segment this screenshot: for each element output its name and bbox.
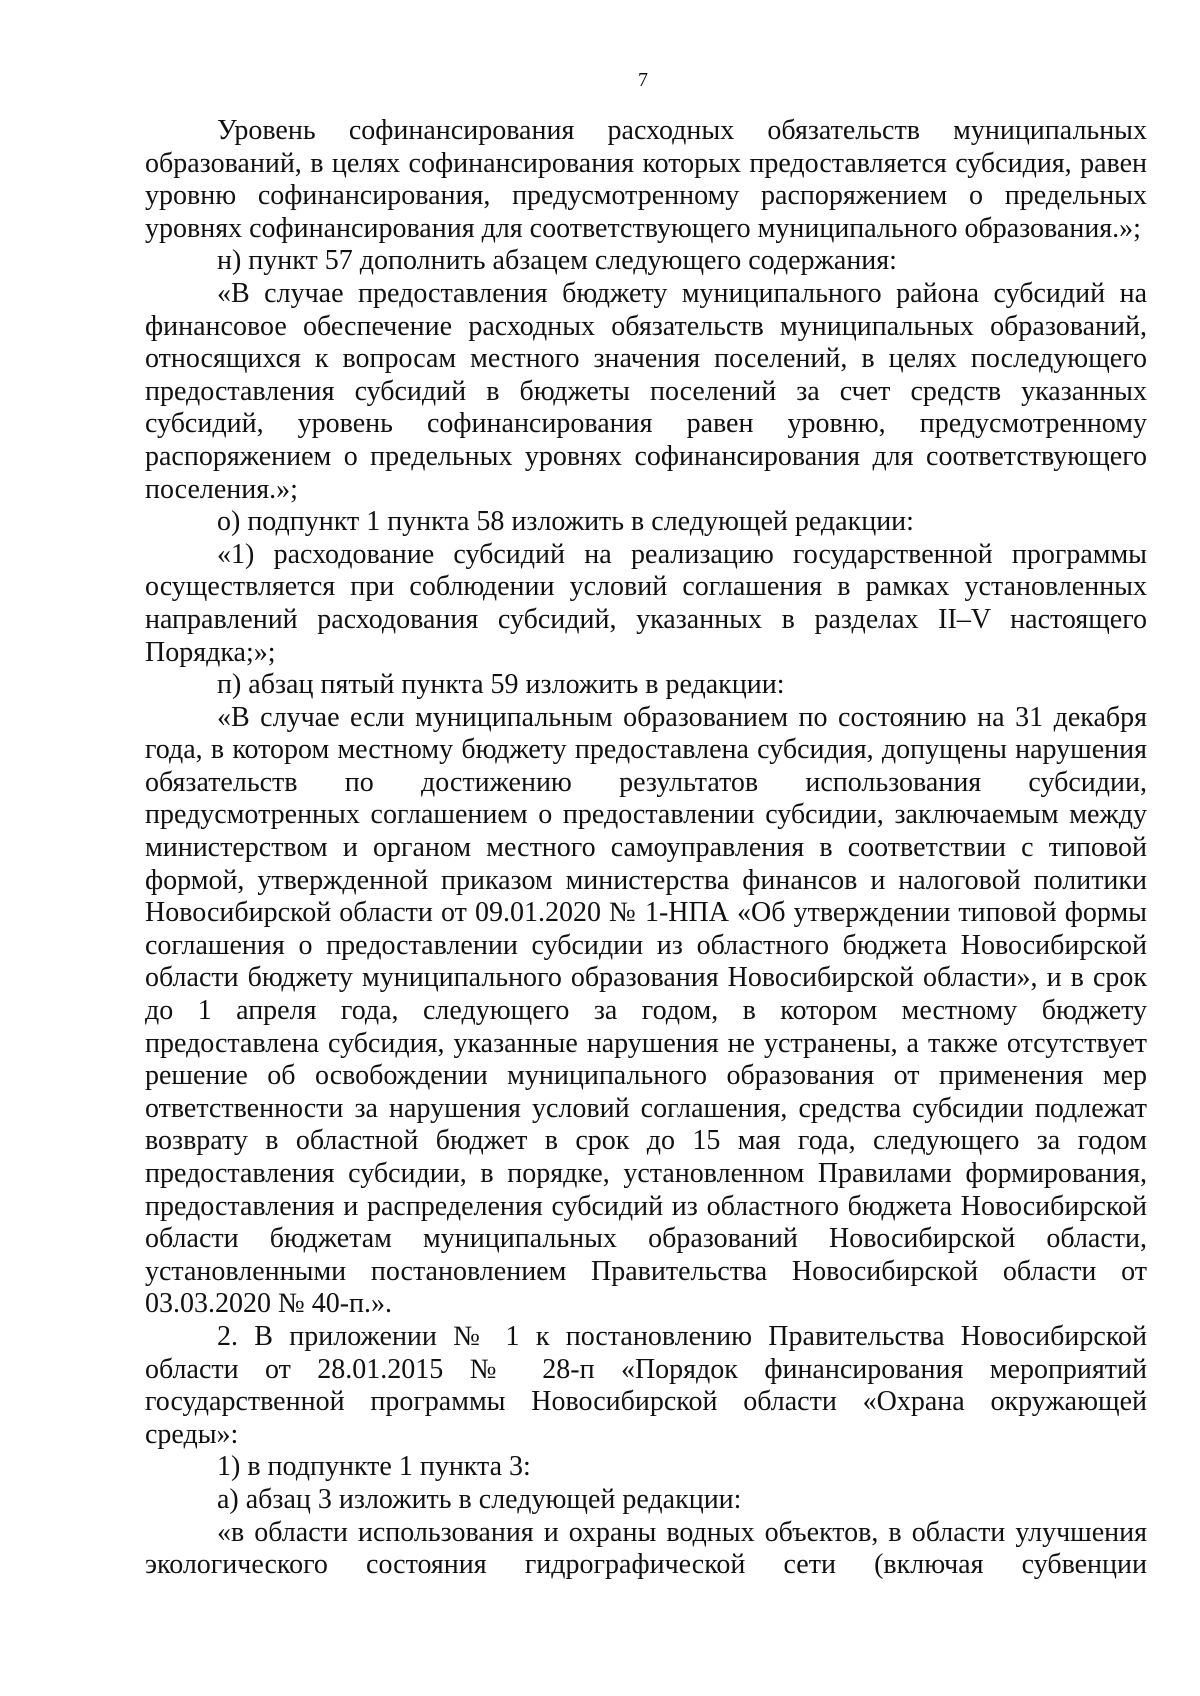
paragraph-district-subsidies: «В случае предоставления бюджету муниципального района субсидий на финансовое обеспечение расходных обязательств муниципальных образований, относящихся к вопросам местного значения поселений, в целях последующего предоставления субсидий в бюджеты поселений за счет средств указанных субсидий, уровень софинансирования равен уровню, предусмотренному распоряжением о предельных уровнях софинансирования для соответствующего поселения.»; xyxy=(145,277,1147,505)
paragraph-item-n: н) пункт 57 дополнить абзацем следующего содержания: xyxy=(217,245,897,277)
paragraph-subsidy-spending: «1) расходование субсидий на реализацию государственной программы осуществляется при соблюдении условий соглашения в рамках установленных направлений расходования субсидий, указанных в разделах II–V настоящего Порядка;»; xyxy=(145,538,1147,668)
paragraph-cofinancing-level: Уровень софинансирования расходных обязательств муниципальных образований, в целях софинансирования которых предоставляется субсидия, равен уровню софинансирования, предусмотренному распоряжением о предельных уровнях софинансирования для соответствующего муниципального образования.»; xyxy=(145,115,1147,244)
paragraph-item-p: п) абзац пятый пункта 59 изложить в редакции: xyxy=(217,669,785,701)
document-body xyxy=(145,115,1147,1582)
page-number: 7 xyxy=(638,69,648,91)
paragraph-water-objects: «в области использования и охраны водных объектов, в области улучшения экологического состояния гидрографической сети (включая субвенции xyxy=(145,1516,1147,1581)
paragraph-appendix-1: 2. В приложении № 1 к постановлению Правительства Новосибирской области от 28.01.2015 № 28-п «Порядок финансирования мероприятий государственной программы Новосибирской области «Охрана окружающей среды»: xyxy=(145,1320,1147,1450)
paragraph-subitem-1: 1) в подпункте 1 пункта 3: xyxy=(217,1451,531,1483)
paragraph-violation-refund: «В случае если муниципальным образованием по состоянию на 31 декабря года, в котором местному бюджету предоставлена субсидия, допущены нарушения обязательств по достижению результатов использования субсидии, предусмотренных соглашением о предоставлении субсидии, заключаемым между министерством и органом местного самоуправления в соответствии с типовой формой, утвержденной приказом министерства финансов и налоговой политики Новосибирской области от 09.01.2020 № 1-НПА «Об утверждении типовой формы соглашения о предоставлении субсидии из областного бюджета Новосибирской области бюджету муниципального образования Новосибирской области», и в срок до 1 апреля года, следующего за годом, в котором местному бюджету предоставлена субсидия, указанные нарушения не устранены, а также отсутствует решение об освобождении муниципального образования от применения мер ответственности за нарушения условий соглашения, средства субсидии подлежат возврату в областной бюджет в срок до 15 мая года, следующего за годом предоставления субсидии, в порядке, установленном Правилами формирования, предоставления и распределения субсидий из областного бюджета Новосибирской области бюджетам муниципальных образований Новосибирской области, установленными постановлением Правительства Новосибирской области от 03.03.2020 № 40-п.». xyxy=(145,701,1147,1320)
paragraph-item-a: а) абзац 3 изложить в следующей редакции: xyxy=(217,1483,742,1515)
paragraph-item-o: о) подпункт 1 пункта 58 изложить в следующей редакции: xyxy=(217,506,914,538)
